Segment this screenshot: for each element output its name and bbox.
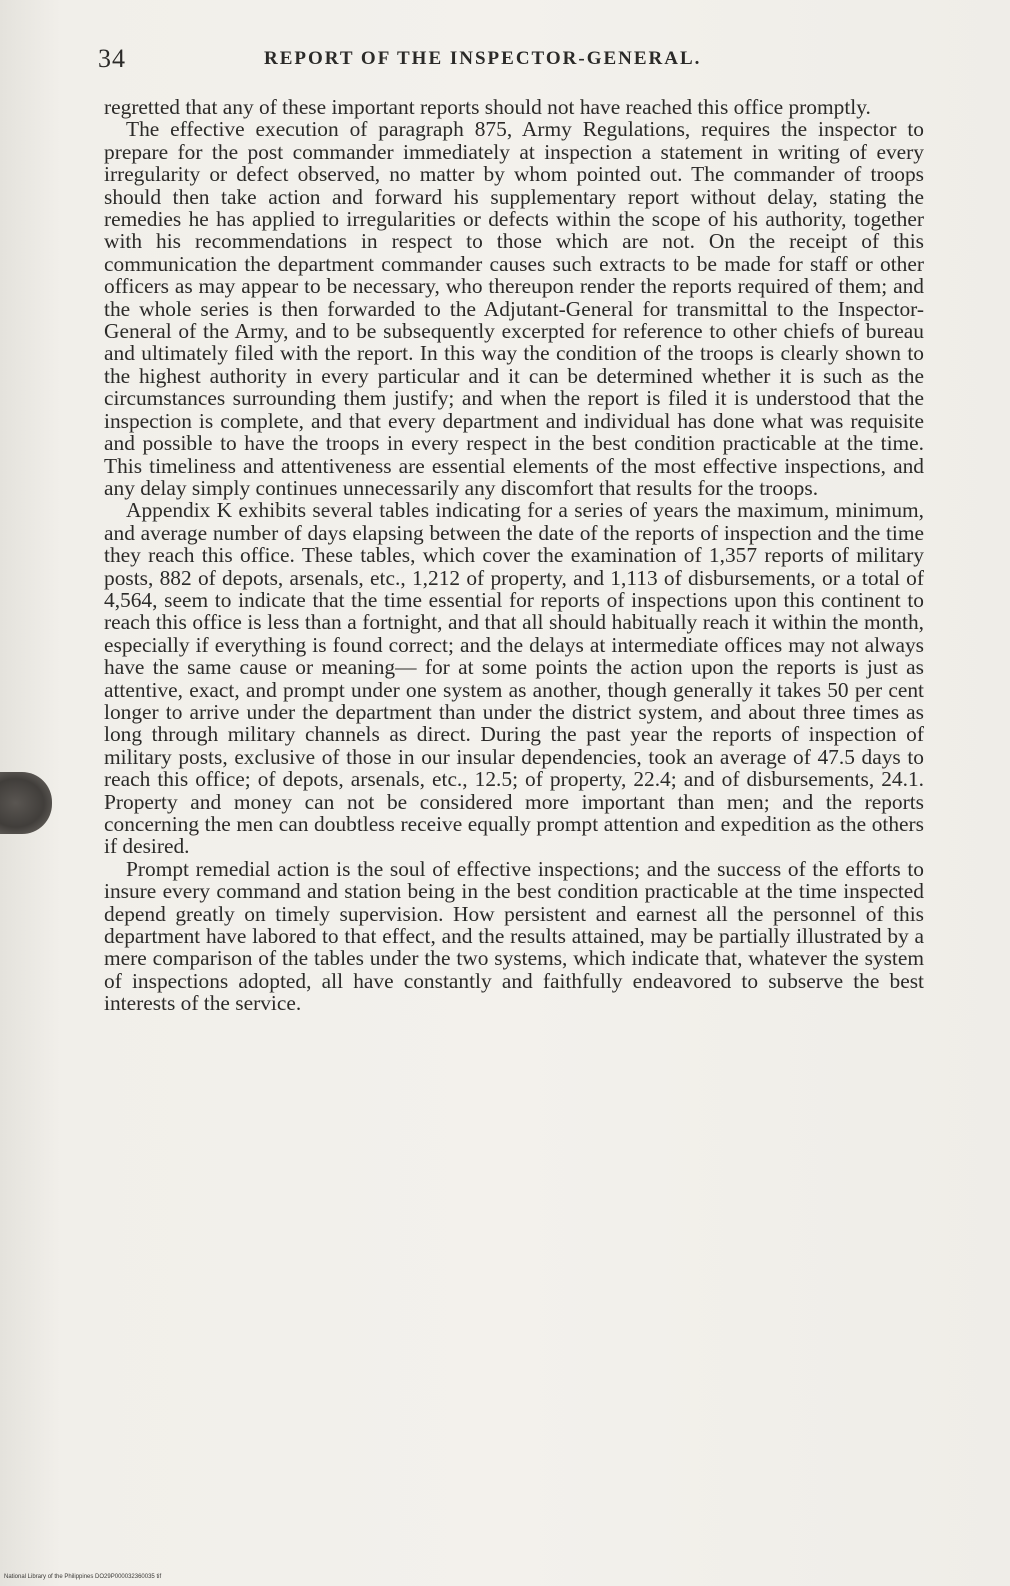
paragraph-1: regretted that any of these important reports should not have reached this office promptly. <box>104 95 871 119</box>
paragraph-2: The effective execution of paragraph 875, Army Regulations, requires the inspector to prepare for the post commander immediately at inspection a statement in writing of every irregularity or defect observed, no matter by whom pointed out. The commander of troops should then take action and forward his supplementary report without delay, stating the remedies he has applied to irregularities or defects within the scope of his authority, together with his recommendations in respect to those which are not. On the receipt of this communication the department commander causes such extracts to be made for staff or other officers as may appear to be necessary, who thereupon render the reports required of them; and the whole series is then forwarded to the Adjutant-General for transmittal to the Inspector-General of the Army, and to be subsequently excerpted for reference to other chiefs of bureau and ultimately filed with the report. In this way the condition of the troops is clearly shown to the highest authority in every particular and it can be determined whether it is such as the circumstances surrounding them justify; and when the report is filed it is understood that the inspection is complete, and that every department and individual has done what was requisite and possible to have the troops in every respect in the best condition practicable at the time. This timeliness and attentiveness are essential elements of the most effective inspections, and any delay simply continues unnecessarily any discomfort that results for the troops. <box>104 117 924 500</box>
paragraph-4: Prompt remedial action is the soul of effective inspections; and the success of the efforts to insure every command and station being in the best condition practicable at the time inspected depend greatly on timely supervision. How persistent and earnest all the personnel of this department have labored to that effect, and the results attained, may be partially illustrated by a mere comparison of the tables under the two systems, which indicate that, whatever the system of inspections adopted, all have constantly and faithfully endeavored to subserve the best interests of the service. <box>104 856 924 1016</box>
page-number: 34 <box>98 44 126 73</box>
page-header <box>98 44 928 74</box>
running-title: REPORT OF THE INSPECTOR-GENERAL. <box>264 48 702 69</box>
scan-credit-line: National Library of the Philippines DO29P000032360035 tif <box>4 1574 162 1580</box>
body-text <box>104 96 924 1015</box>
paragraph-3: Appendix K exhibits several tables indicating for a series of years the maximum, minimum, and average number of days elapsing between the date of the reports of inspection and the time they reach this office. These tables, which cover the examination of 1,357 reports of military posts, 882 of depots, arsenals, etc., 1,212 of property, and 1,113 of disbursements, or a total of 4,564, seem to indicate that the time essential for reports of inspections upon this continent to reach this office is less than a fortnight, and that all should habitually reach it within the month, especially if everything is found correct; and the delays at intermediate offices may not always have the same cause or meaning— for at some points the action upon the reports is just as attentive, exact, and prompt under one system as another, though generally it takes 50 per cent longer to arrive under the department than under the district system, and about three times as long through military channels as direct. During the past year the reports of inspection of military posts, exclusive of those in our insular dependencies, took an average of 47.5 days to reach this office; of depots, arsenals, etc., 12.5; of property, 22.4; and of disbursements, 24.1. Property and money can not be considered more important than men; and the reports concerning the men can doubtless receive equally prompt attention and expedition as the others if desired. <box>104 498 924 859</box>
scanner-thumb-shadow <box>0 772 52 834</box>
